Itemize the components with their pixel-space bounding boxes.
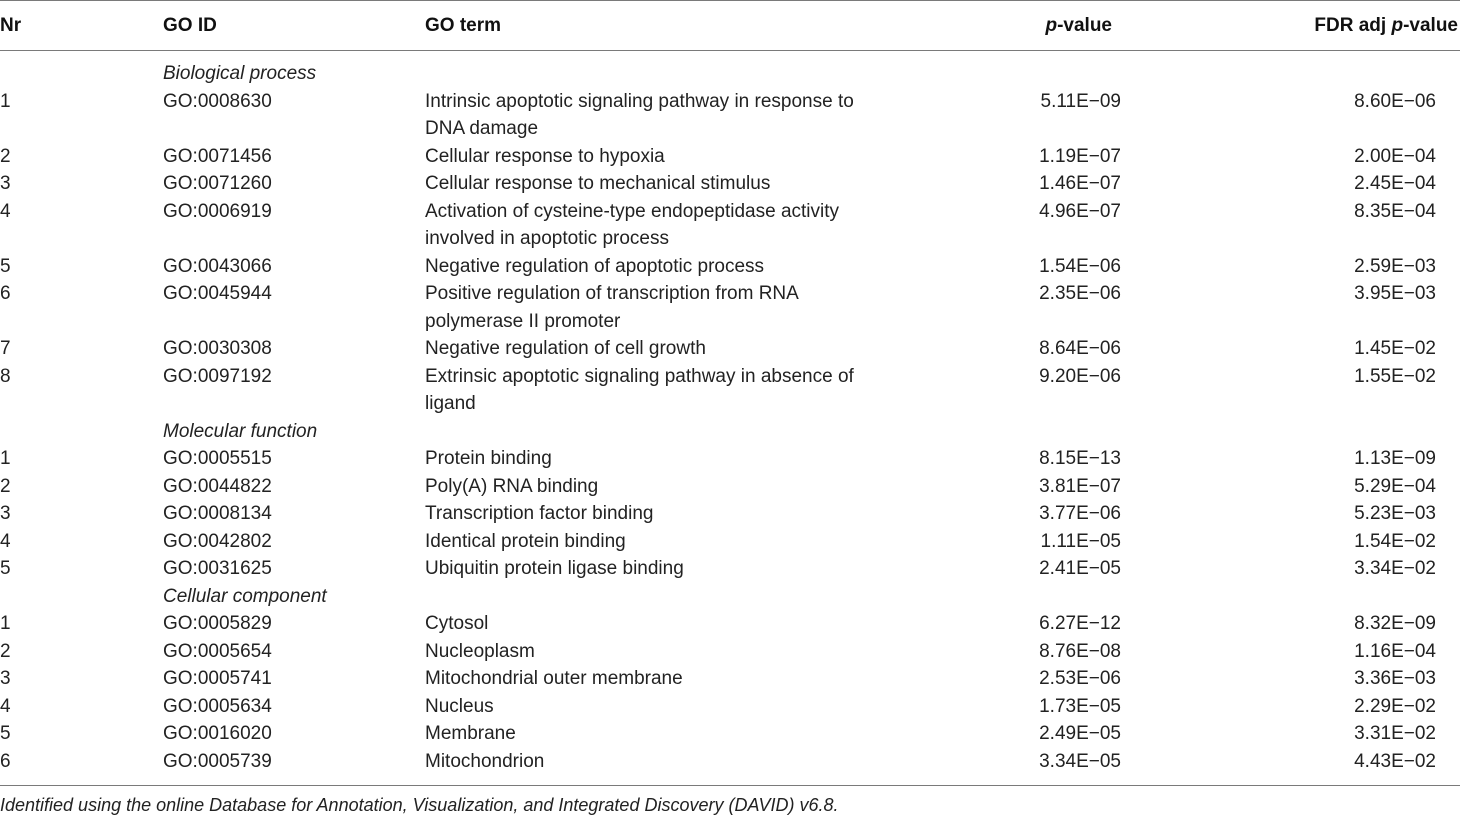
cell-go-id: GO:0016020 [163,723,272,744]
table-row [0,445,1460,473]
cell-fdr-value: 3.31E−02 [1354,723,1436,744]
cell-nr: 4 [0,530,11,552]
cell-p-value: 9.20E−06 [1039,365,1121,387]
cell-fdr-value: 2.59E−03 [1354,255,1436,277]
cell-nr: 6 [0,283,11,304]
top-rule [0,0,1460,1]
header-rule [0,50,1460,51]
cell-nr: 1 [0,90,11,112]
table-row [0,720,1460,748]
footnote: Identified using the online Database for Annotation, Visualization, and Integrated Discovery (DAVID) v6.8. [0,795,839,815]
cell-nr: 1 [0,448,11,469]
cell-fdr-value: 2.00E−04 [1354,145,1436,167]
cell-fdr-value: 3.95E−03 [1354,283,1436,304]
header-p-italic: p [1045,15,1058,36]
table-row [0,555,1460,583]
cell-p-value: 8.64E−06 [1039,338,1121,359]
cell-p-value: 1.19E−07 [1039,145,1121,167]
cell-go-term: Cytosol [425,613,489,634]
cell-fdr-value: 8.32E−09 [1354,613,1436,634]
cell-go-term: Extrinsic apoptotic signaling pathway in absence of ligand [425,365,854,414]
cell-go-term: Intrinsic apoptotic signaling pathway in response to DNA damage [425,90,854,139]
cell-go-term: Identical protein binding [425,530,626,552]
cell-fdr-value: 5.29E−04 [1354,475,1436,497]
cell-go-term: Cellular response to hypoxia [425,145,665,167]
cell-go-term: Activation of cysteine-type endopeptidase activity involved in apoptotic process [425,200,840,249]
cell-go-term: Mitochondrion [425,750,545,772]
header-p-rest: -value [1057,15,1112,36]
cell-nr: 2 [0,640,11,662]
table-body [0,60,1460,775]
cell-nr: 3 [0,503,11,524]
cell-go-term: Ubiquitin protein ligase binding [425,558,684,579]
cell-go-term: Cellular response to mechanical stimulus [425,173,771,194]
cell-go-term: Positive regulation of transcription from RNA polymerase II promoter [425,283,798,332]
header-fdr-adj-p-value [1314,14,1458,38]
table-row [0,88,1460,143]
cell-nr: 6 [0,750,11,772]
cell-go-id: GO:0008134 [163,503,272,524]
cell-fdr-value: 1.55E−02 [1354,365,1436,387]
table-row [0,280,1460,335]
table-row [0,610,1460,638]
table-row [0,748,1460,776]
cell-go-id: GO:0008630 [163,90,272,112]
cell-nr: 3 [0,173,11,194]
cell-fdr-value: 2.45E−04 [1354,173,1436,194]
cell-nr: 2 [0,475,11,497]
cell-nr: 5 [0,558,11,579]
cell-fdr-value: 8.60E−06 [1354,90,1436,112]
cell-go-term: Negative regulation of apoptotic process [425,255,765,277]
cell-go-term: Poly(A) RNA binding [425,475,599,497]
cell-p-value: 2.53E−06 [1039,668,1121,689]
table-row [0,335,1460,363]
cell-p-value: 4.96E−07 [1039,200,1121,222]
header-fdr-prefix: FDR adj [1314,15,1392,36]
cell-go-id: GO:0005515 [163,448,272,469]
cell-go-id: GO:0071456 [163,145,272,167]
cell-go-id: GO:0044822 [163,475,272,497]
table-row [0,693,1460,721]
header-go-term: GO term [425,15,502,36]
cell-go-id: GO:0071260 [163,173,272,194]
table-row [0,665,1460,693]
cell-go-term: Nucleus [425,695,494,717]
cell-go-id: GO:0005654 [163,640,272,662]
cell-fdr-value: 1.54E−02 [1354,530,1436,552]
table-row [0,363,1460,418]
cell-fdr-value: 3.36E−03 [1354,668,1436,689]
cell-nr: 3 [0,668,11,689]
cell-nr: 5 [0,255,11,277]
table-row [0,500,1460,528]
cell-go-id: GO:0005741 [163,668,272,689]
cell-go-id: GO:0097192 [163,365,272,387]
cell-go-id: GO:0005634 [163,695,272,717]
table-row [0,253,1460,281]
bottom-rule [0,785,1460,786]
section-row [0,418,1460,446]
cell-go-id: GO:0045944 [163,283,272,304]
cell-go-id: GO:0031625 [163,558,272,579]
cell-nr: 4 [0,200,11,222]
header-nr: Nr [0,15,22,36]
header-fdr-italic: p [1391,15,1404,36]
cell-fdr-value: 2.29E−02 [1354,695,1436,717]
table-row [0,473,1460,501]
cell-nr: 7 [0,338,11,359]
cell-nr: 2 [0,145,11,167]
cell-fdr-value: 1.13E−09 [1354,448,1436,469]
table-row [0,528,1460,556]
header-p-value [1045,14,1112,38]
cell-p-value: 6.27E−12 [1039,613,1121,634]
cell-go-term: Nucleoplasm [425,640,535,662]
section-label: Molecular function [163,420,318,442]
cell-p-value: 1.11E−05 [1040,530,1121,552]
cell-p-value: 2.41E−05 [1039,558,1121,579]
cell-go-term: Membrane [425,723,516,744]
cell-go-id: GO:0005739 [163,750,272,772]
cell-p-value: 3.77E−06 [1039,503,1121,524]
cell-p-value: 1.54E−06 [1039,255,1121,277]
cell-go-term: Negative regulation of cell growth [425,338,706,359]
cell-nr: 1 [0,613,11,634]
cell-p-value: 3.81E−07 [1039,475,1121,497]
cell-go-id: GO:0042802 [163,530,272,552]
cell-p-value: 1.73E−05 [1039,695,1121,717]
cell-nr: 8 [0,365,11,387]
cell-go-term: Mitochondrial outer membrane [425,668,683,689]
cell-go-id: GO:0043066 [163,255,272,277]
cell-go-id: GO:0005829 [163,613,272,634]
cell-go-term: Protein binding [425,448,552,469]
cell-fdr-value: 3.34E−02 [1354,558,1436,579]
cell-fdr-value: 1.16E−04 [1354,640,1436,662]
table-row [0,198,1460,253]
cell-p-value: 8.15E−13 [1039,448,1121,469]
header-go-id: GO ID [163,15,217,36]
cell-fdr-value: 4.43E−02 [1354,750,1436,772]
cell-fdr-value: 1.45E−02 [1354,338,1436,359]
table-row [0,170,1460,198]
cell-fdr-value: 8.35E−04 [1354,200,1436,222]
cell-p-value: 2.49E−05 [1039,723,1121,744]
cell-p-value: 1.46E−07 [1039,173,1121,194]
cell-p-value: 5.11E−09 [1040,90,1121,112]
cell-fdr-value: 5.23E−03 [1354,503,1436,524]
section-label: Biological process [163,63,317,84]
cell-nr: 5 [0,723,11,744]
section-row [0,60,1460,88]
cell-go-term: Transcription factor binding [425,503,654,524]
table-row [0,638,1460,666]
table-row [0,143,1460,171]
cell-go-id: GO:0006919 [163,200,272,222]
cell-p-value: 3.34E−05 [1039,750,1121,772]
cell-nr: 4 [0,695,11,717]
section-row [0,583,1460,611]
cell-go-id: GO:0030308 [163,338,272,359]
cell-p-value: 2.35E−06 [1039,283,1121,304]
cell-p-value: 8.76E−08 [1039,640,1121,662]
header-fdr-rest: -value [1403,15,1458,36]
section-label: Cellular component [163,585,327,607]
